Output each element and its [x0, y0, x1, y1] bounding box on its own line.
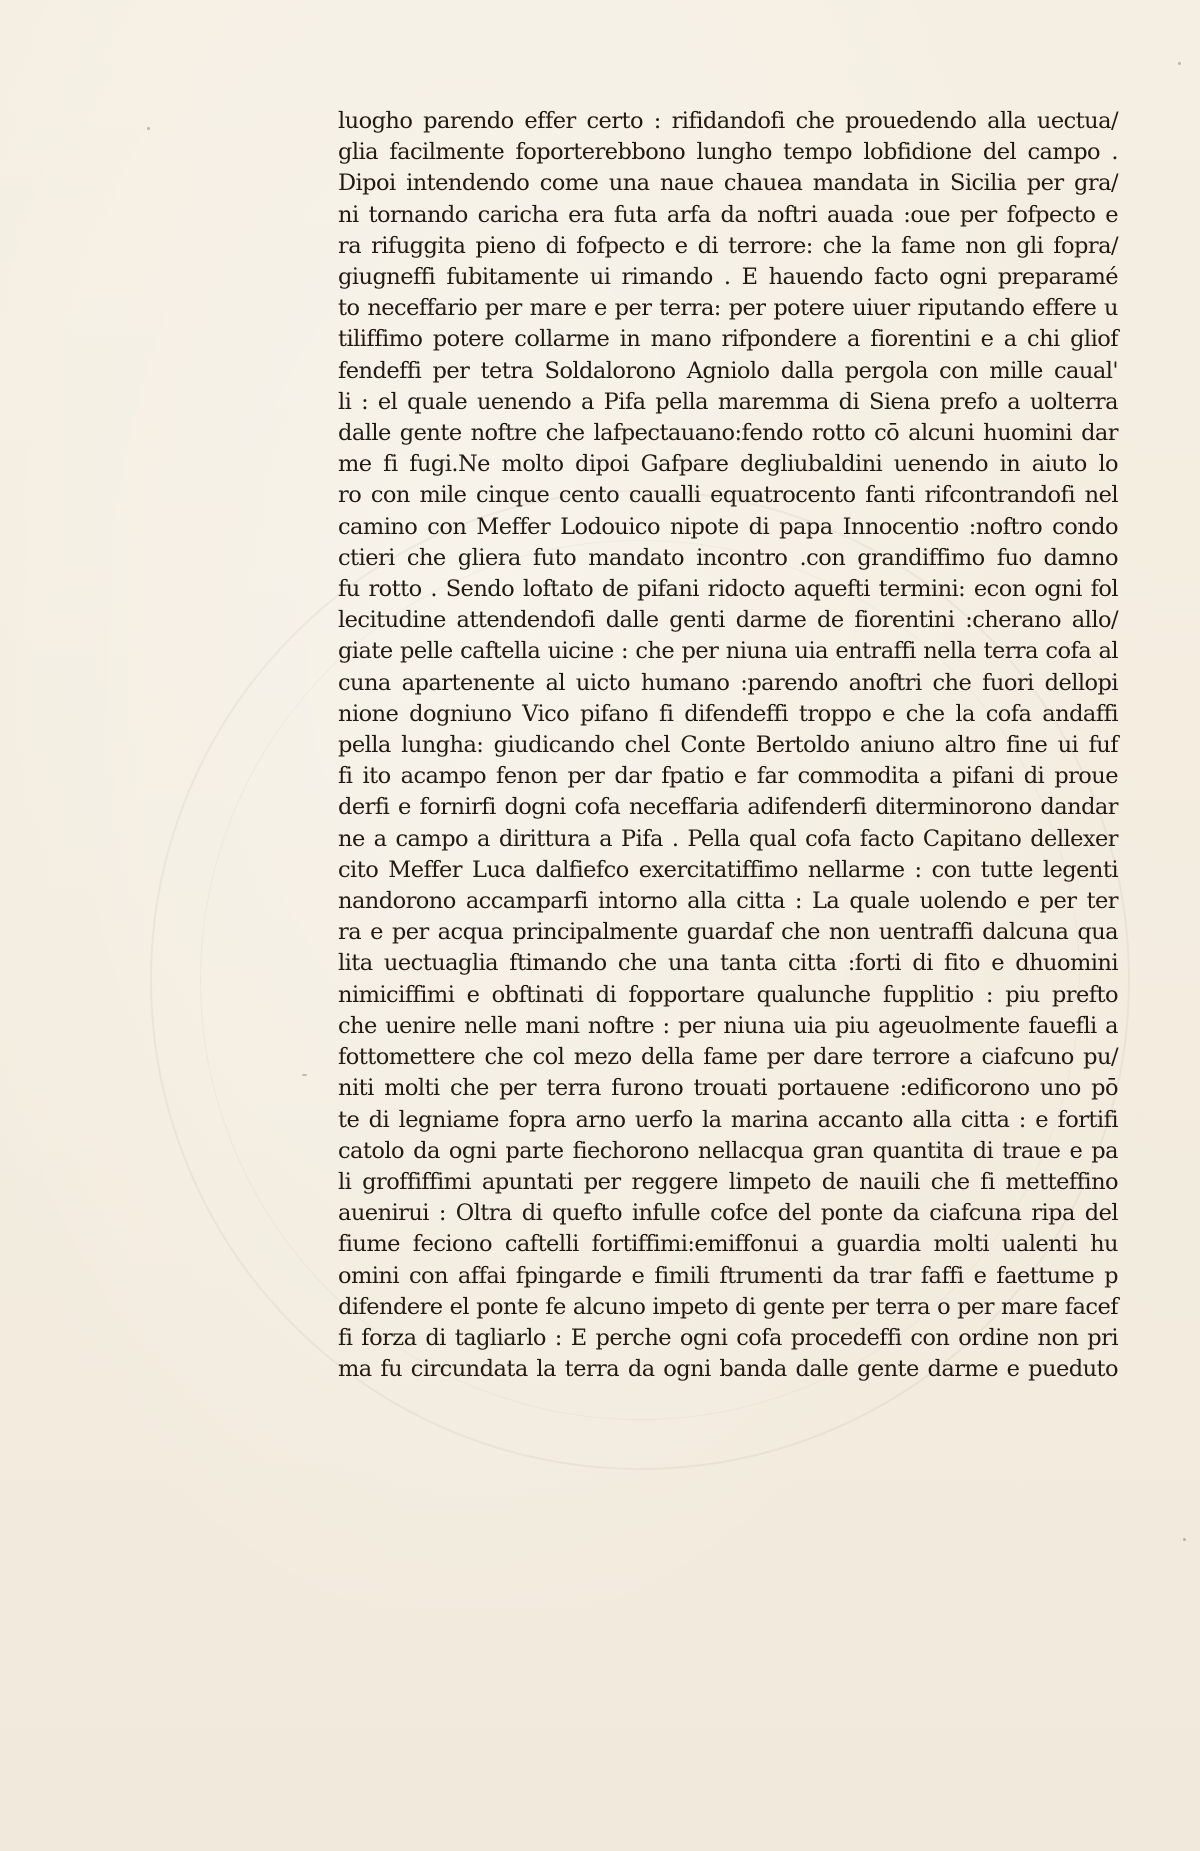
text-line: luogho parendo effer certo : rifidandofi che prouedendo alla uectua/ [338, 108, 1118, 134]
text-line: to neceffario per mare e per terra: per potere uiuer riputando effere u [338, 295, 1118, 322]
paper-speck [147, 127, 150, 130]
text-line: ma fu circundata la terra da ogni banda dalle gente darme e pueduto [338, 1356, 1118, 1383]
paper-speck [1178, 62, 1181, 65]
text-line: nimiciffimi e obftinati di fopportare qualunche fupplitio : piu prefto [338, 981, 1118, 1008]
text-line: Dipoi intendendo come una naue chauea mandata in Sicilia per gra/ [338, 170, 1118, 197]
text-line: fi ito acampo fenon per dar fpatio e far commodita a pifani di proue [338, 763, 1118, 790]
text-line: auenirui : Oltra di quefto infulle cofce del ponte da ciafcuna ripa del [338, 1200, 1118, 1227]
paper-speck [1183, 1538, 1186, 1541]
text-line: ra e per acqua principalmente guardaf che non uentraffi dalcuna qua [338, 919, 1118, 946]
text-line: li : el quale uenendo a Pifa pella maremma di Siena prefo a uolterra [338, 388, 1118, 415]
text-line: lecitudine attendendofi dalle genti darme de fiorentini :cherano allo/ [338, 607, 1118, 634]
text-line: ctieri che gliera futo mandato incontro .con grandiffimo fuo damno [338, 544, 1118, 571]
text-line: te di legniame fopra arno uerfo la marina accanto alla citta : e fortifi [338, 1106, 1118, 1133]
text-line: che uenire nelle mani noftre : per niuna uia piu ageuolmente fauefli a [338, 1012, 1118, 1039]
text-line: me fi fugi.Ne molto dipoi Gafpare degliubaldini uenendo in aiuto lo [338, 451, 1118, 478]
text-line: fi forza di tagliarlo : E perche ogni cofa procedeffi con ordine non pri [338, 1324, 1118, 1351]
text-line: derfi e fornirfi dogni cofa neceffaria adifenderfi diterminorono dandar [338, 794, 1118, 821]
text-line: pella lungha: giudicando chel Conte Bertoldo aniuno altro fine ui fuf [338, 732, 1118, 759]
text-line: ro con mile cinque cento caualli equatrocento fanti rifcontrandofi nel [338, 482, 1118, 509]
text-line: nione dogniuno Vico pifano fi difendeffi troppo e che la cofa andaffi [338, 700, 1118, 727]
paper-speck [302, 1074, 307, 1076]
text-line: ne a campo a dirittura a Pifa . Pella qual cofa facto Capitano dellexer [338, 825, 1118, 852]
text-line: cuna apartenente al uicto humano :parendo anoftri che fuori dellopi [338, 669, 1118, 696]
text-line: fiume feciono caftelli fortiffimi:emiffonui a guardia molti ualenti hu [338, 1231, 1118, 1258]
text-line: ra rifuggita pieno di fofpecto e di terrore: che la fame non gli fopra/ [338, 232, 1118, 259]
text-line: cito Meffer Luca dalfiefco exercitatiffimo nellarme : con tutte legenti [338, 856, 1118, 883]
text-line: nandorono accamparfi intorno alla citta : La quale uolendo e per ter [338, 888, 1118, 915]
text-line: fottomettere che col mezo della fame per dare terrore a ciafcuno pu/ [338, 1044, 1118, 1071]
text-column [338, 106, 1118, 1385]
text-line: fendeffi per tetra Soldalorono Agniolo dalla pergola con mille caual' [338, 357, 1118, 384]
text-line: li groffiffimi apuntati per reggere limpeto de nauili che fi metteffino [338, 1168, 1118, 1195]
text-line: ni tornando caricha era futa arfa da noftri auada :oue per fofpecto e [338, 201, 1118, 228]
text-line: fu rotto . Sendo loftato de pifani ridocto aquefti termini: econ ogni fol [338, 576, 1118, 603]
text-line: catolo da ogni parte fiechorono nellacqua gran quantita di traue e pa [338, 1137, 1118, 1164]
text-line: giugneffi fubitamente ui rimando . E hauendo facto ogni preparamé [338, 264, 1118, 291]
text-line: dalle gente noftre che lafpectauano:fendo rotto cō alcuni huomini dar [338, 420, 1118, 447]
text-line: lita uectuaglia ftimando che una tanta citta :forti di fito e dhuomini [338, 950, 1118, 977]
text-line: glia facilmente foporterebbono lungho tempo lobfidione del campo . [338, 139, 1118, 166]
text-line: omini con affai fpingarde e fimili ftrumenti da trar faffi e faettume p [338, 1262, 1118, 1289]
text-line: tiliffimo potere collarme in mano rifpondere a fiorentini e a chi gliof [338, 326, 1118, 353]
text-line: giate pelle caftella uicine : che per niuna uia entraffi nella terra cofa al [338, 638, 1118, 665]
text-line: camino con Meffer Lodouico nipote di papa Innocentio :noftro condo [338, 513, 1118, 540]
text-line: niti molti che per terra furono trouati portauene :edificorono uno pō [338, 1075, 1118, 1102]
text-line: difendere el ponte fe alcuno impeto di gente per terra o per mare facef [338, 1293, 1118, 1320]
